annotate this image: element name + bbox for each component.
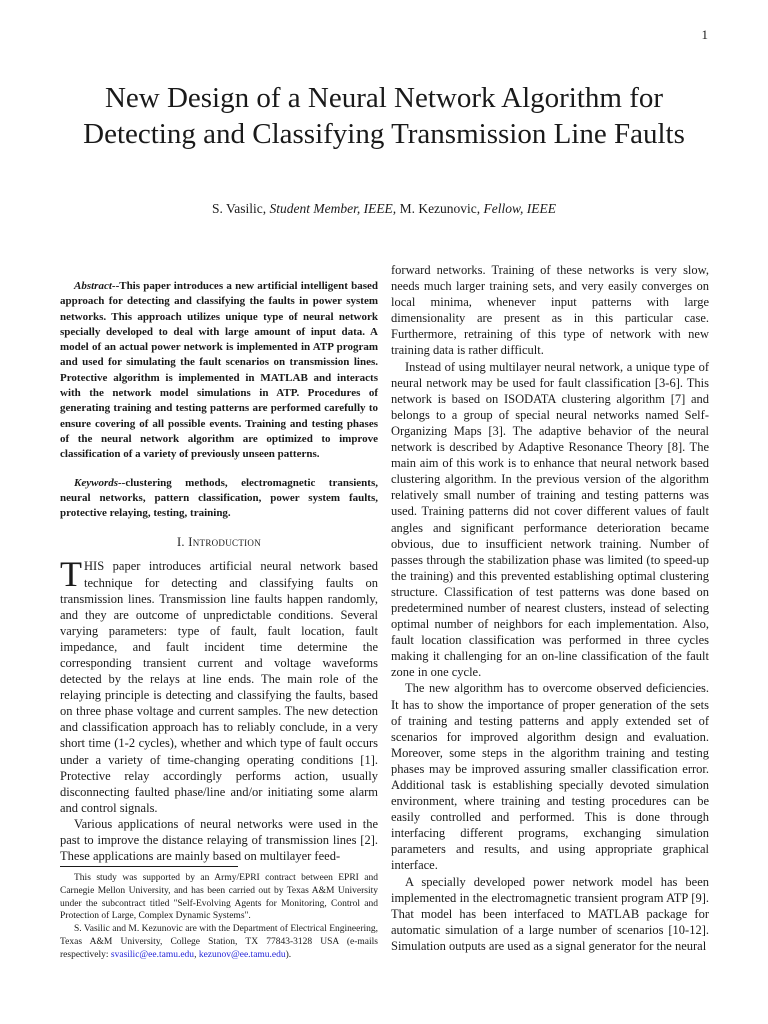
email-separator: , xyxy=(194,949,199,960)
email-link-vasilic[interactable]: svasilic@ee.tamu.edu xyxy=(110,949,195,960)
intro-paragraph-2: Various applications of neural networks were used in the past to improve the distance relaying of transmission lines [2]. These applications are mainly based on multilayer feed- xyxy=(60,816,378,864)
abstract xyxy=(60,279,378,463)
footnote-funding: This study was supported by an Army/EPRI contract between EPRI and Carnegie Mellon University, and has been carried out by Texas A&M University under the subcontract titled "Self-Evolving Agents for Monitoring, Control and Protection of Large, Complex Dynamic Systems". xyxy=(60,873,378,922)
footnotes xyxy=(60,872,378,962)
intro-paragraph-1-text: HIS paper introduces artificial neural network based technique for detecting and classifying faults on transmission lines. Transmission line faults happen randomly, and they are outcome of unpredictable conditions. Several varying parameters: type of fault, fault location, fault impedance, and fault incident time determine the corresponding transient current and voltage waveforms detected by the relays at line ends. The main role of the relaying principle is detecting and classifying the faults, based on three phase voltage and current samples. The new detection and classification approach has to reliably conclude, in a very short time (1-2 cycles), whether and which type of fault occurs under a variety of time-changing operating conditions [1]. Protective relay accordingly performs action, usually disconnecting faulted phase/line and/or initiating some alarm and control signals. xyxy=(60,559,378,815)
right-paragraph-2: Instead of using multilayer neural network, a unique type of neural network may be used for fault classification [3-6]. This network is based on ISODATA clustering algorithm [7] and belongs to a group of special neural networks named Self-Organizing Maps [3]. The adaptive behavior of the neural network is described by Adaptive Resonance Theory [8]. The main aim of this work is to enhance that neural network based clustering algorithm. In the previous version of the algorithm relatively small number of training and testing patterns was used. Training patterns did not cover different values of fault angles and significant performance deterioration became obvious, due to insufficient network training. Number of passes through the stabilization phase was limited (to speed-up the training) and this prevented establishing optimal clustering structure. Classification of test patterns was done based on predetermined number of nearest clusters, instead of selecting optimal number of neighbors for each implementation. Also, fault location classification was performed in three cycles making it challenging for an on-line classification of the fault zone in one cycle. xyxy=(391,359,709,680)
intro-paragraph-1 xyxy=(60,554,378,816)
section-heading-introduction: I. Introduction xyxy=(176,535,262,550)
paper-title: New Design of a Neural Network Algorithm for Detecting and Classifying Transmission Line Faults xyxy=(83,82,685,150)
author-line xyxy=(60,200,708,218)
author-1-role: Student Member, IEEE, xyxy=(269,201,397,216)
keywords-label: Keywords xyxy=(74,476,118,489)
author-2-role: Fellow, IEEE xyxy=(483,201,557,216)
footnote-divider xyxy=(60,866,238,867)
right-paragraph-1: forward networks. Training of these networks is very slow, needs much larger training sets, and very easily converges on local minima, whenever input patterns with large dimensionality are present as in this particular case. Furthermore, retraining of this type of network with new training data is rather difficult. xyxy=(391,263,709,358)
right-paragraph-4: A specially developed power network model has been implemented in the electromagnetic transient program ATP [9]. That model has been interfaced to MATLAB package for automatic simulation of a large number of scenarios [10-12]. Simulation outputs are used as a signal generator for the neural xyxy=(391,874,709,953)
drop-cap: T xyxy=(60,554,82,595)
email-link-kezunovic[interactable]: kezunov@ee.tamu.edu xyxy=(198,949,286,960)
keywords-text: --clustering methods, electromagnetic transients, neural networks, pattern classification, power system faults, protective relaying, testing, training. xyxy=(60,476,378,520)
footnote-affiliation-text: S. Vasilic and M. Kezunovic are with the Department of Electrical Engineering, Texas A&M University, College Station, TX 77843-3128 USA (e-mails respectively: xyxy=(60,924,378,960)
left-column xyxy=(60,279,378,864)
right-paragraph-3: The new algorithm has to overcome observed deficiencies. It has to show the importance of proper generation of the sets of training and testing patterns and apply extended set of scenarios for improved algorithm design and evaluation. Moreover, some steps in the algorithm training and testing phases may be improved assuring smaller classification error. Additional task is establishing specially devoted simulation environment, where training and testing procedures can be easily controlled and performed. This is done through interfacing different programs, exchanging simulation parameters and results, and using appropriate graphical interface. xyxy=(391,681,709,873)
author-1-name: S. Vasilic, xyxy=(211,201,270,216)
keywords xyxy=(60,476,378,522)
page-number: 1 xyxy=(701,27,708,42)
right-column xyxy=(391,262,709,954)
footnote-affiliation xyxy=(60,923,378,961)
author-2-name: M. Kezunovic, xyxy=(396,201,484,216)
footnote-affiliation-end: ). xyxy=(285,949,292,960)
abstract-label: Abstract xyxy=(74,280,112,292)
abstract-text: --This paper introduces a new artificial intelligent based approach for detecting and classifying the faults in power system networks. This approach utilizes unique type of neural network specially developed to deal with large amount of input data. A model of an actual power network is implemented in ATP program and used for simulating the fault scenarios on transmission lines. Protective algorithm is implemented in MATLAB and interacts with the network model simulations in ATP. Procedures of generating training and testing patterns are performed carefully to ensure covering of all possible events. Training and testing phases of the neural network algorithm are optimized to improve classification of a variety of previously unseen patterns. xyxy=(60,280,378,461)
